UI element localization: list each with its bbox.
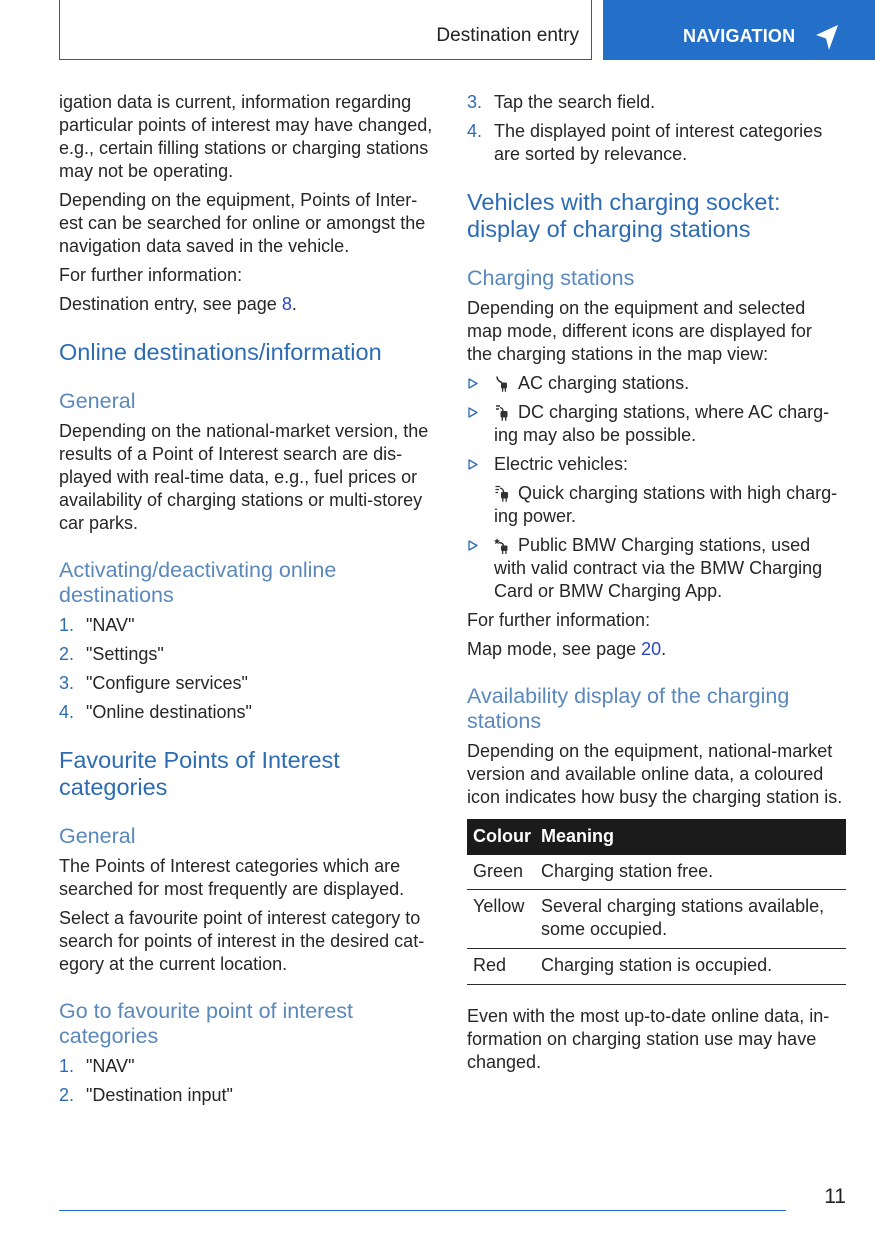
text-line: Depending on the equipment, national-market [467, 741, 833, 761]
step-text: "Configure services" [86, 673, 248, 693]
bullet-triangle-icon [468, 540, 478, 551]
bullet-triangle-icon [468, 407, 478, 418]
section-heading [59, 339, 439, 366]
table-row [467, 949, 846, 985]
section-heading [59, 747, 439, 801]
step-number: 1. [59, 1056, 75, 1076]
text-line: the charging stations in the map view: [467, 344, 769, 364]
paragraph [59, 907, 439, 976]
heading-line: Availability display of the charging [467, 684, 790, 708]
cross-reference-end: . [291, 294, 297, 314]
cross-reference [59, 293, 439, 316]
subsection-heading [59, 558, 439, 608]
text-line: Depending on the equipment, Points of Inter- [59, 190, 418, 210]
text-line: map mode, different icons are displayed for [467, 321, 812, 341]
bullet-line: ing may also be possible. [494, 425, 697, 445]
step-text: "NAV" [86, 615, 135, 635]
bullet-item [467, 372, 847, 395]
page-link[interactable]: 8 [281, 294, 292, 314]
meaning-cell [541, 895, 846, 941]
step-text: "Online destinations" [86, 702, 252, 722]
subsection-heading [59, 389, 439, 414]
quick-charging-icon [494, 485, 510, 503]
step-item [59, 701, 439, 724]
heading-line: Activating/deactivating online [59, 558, 337, 582]
heading-line: destinations [59, 583, 174, 607]
text-line: e.g., certain filling stations or charging stations [59, 138, 429, 158]
step-number: 4. [59, 702, 75, 722]
colour-cell: Green [473, 860, 524, 881]
paragraph [59, 91, 439, 183]
bullet-text: Quick charging stations with high charg- [518, 483, 838, 503]
subsection-heading [467, 266, 847, 291]
step-number: 3. [59, 673, 75, 693]
bullet-triangle-icon [468, 378, 478, 389]
bullet-line: Card or BMW Charging App. [494, 581, 723, 601]
heading-line: Charging stations [467, 266, 635, 290]
paragraph [59, 420, 439, 535]
cell-line: Several charging stations available, [541, 896, 825, 916]
step-item [59, 672, 439, 695]
step-number: 1. [59, 615, 75, 635]
section-title: Destination entry [436, 25, 579, 46]
step-item [467, 91, 847, 114]
step-number: 4. [467, 121, 483, 141]
heading-line: Online destinations/information [59, 339, 382, 365]
cross-reference-text: Destination entry, see page [59, 294, 282, 314]
paragraph [59, 855, 439, 901]
ac-charging-icon [494, 375, 510, 393]
heading-line: General [59, 389, 136, 413]
text-line: formation on charging station use may have [467, 1029, 817, 1049]
step-number: 3. [467, 92, 483, 112]
text-line: Depending on the national-market version, the [59, 421, 429, 441]
heading-line: categories [59, 1024, 159, 1048]
text-line: availability of charging stations or multi-storey [59, 490, 423, 510]
step-item [467, 120, 847, 166]
text-line: version and available online data, a coloured [467, 764, 824, 784]
paragraph [467, 609, 847, 632]
bullet-triangle-icon [468, 459, 478, 470]
heading-line: categories [59, 774, 168, 800]
heading-line: display of charging stations [467, 216, 751, 242]
bullet-text: Public BMW Charging stations, used [518, 535, 811, 555]
bullet-line: with valid contract via the BMW Charging [494, 558, 823, 578]
table-header-row [467, 819, 846, 855]
text-line: The Points of Interest categories which are [59, 856, 401, 876]
chapter-title: NAVIGATION [683, 26, 796, 46]
meaning-cell [541, 954, 846, 977]
step-text: "Destination input" [86, 1085, 233, 1105]
heading-line: Vehicles with charging socket: [467, 189, 781, 215]
heading-line: Go to favourite point of interest [59, 999, 353, 1023]
paragraph [467, 297, 847, 366]
text-line: For further information: [467, 610, 651, 630]
table-row [467, 855, 846, 890]
heading-line: stations [467, 709, 542, 733]
step-text: are sorted by relevance. [494, 144, 688, 164]
colour-cell: Yellow [473, 896, 525, 916]
cell-line: Charging station is occupied. [541, 954, 773, 975]
text-line: igation data is current, information regarding [59, 92, 412, 112]
heading-line: Favourite Points of Interest [59, 747, 340, 773]
subsection-heading [467, 684, 847, 734]
text-line: searched for most frequently are displayed. [59, 879, 405, 899]
section-header [59, 0, 592, 60]
column-header: Colour [473, 826, 531, 846]
column-header: Meaning [541, 826, 615, 846]
step-number: 2. [59, 1085, 75, 1105]
text-line: may not be operating. [59, 161, 234, 181]
cross-reference-end: . [661, 639, 667, 659]
text-line: search for points of interest in the desired cat- [59, 931, 425, 951]
text-line: For further information: [59, 265, 243, 285]
chapter-tab [603, 0, 875, 60]
table-row [467, 890, 846, 949]
bullet-line: Electric vehicles: [494, 454, 629, 474]
bmw-charging-icon [494, 537, 510, 555]
step-text: "NAV" [86, 1056, 135, 1076]
bullet-line [494, 401, 847, 424]
subsection-heading [59, 999, 439, 1049]
paragraph [59, 189, 439, 258]
bullet-item [467, 401, 847, 447]
text-line: egory at the current location. [59, 954, 288, 974]
paragraph [467, 1005, 847, 1074]
text-line: played with real-time data, e.g., fuel prices or [59, 467, 418, 487]
dc-charging-icon [494, 404, 510, 422]
step-text: Tap the search field. [494, 92, 656, 112]
text-line: Select a favourite point of interest category to [59, 908, 421, 928]
cross-reference-line [467, 638, 847, 661]
navigation-arrow-icon [814, 23, 840, 51]
left-column [59, 91, 439, 1107]
paragraph [467, 740, 847, 809]
bullet-item [467, 453, 847, 528]
step-item [59, 1084, 439, 1107]
meaning-cell [541, 860, 846, 883]
bullet-line [494, 534, 847, 557]
bullet-item [467, 534, 847, 603]
step-item [59, 643, 439, 666]
bullet-line [494, 372, 847, 395]
bullet-line [494, 482, 847, 505]
cross-reference [467, 638, 847, 661]
text-line: est can be searched for online or amongst the [59, 213, 426, 233]
text-line: changed. [467, 1052, 542, 1072]
text-line: results of a Point of Interest search are dis- [59, 444, 403, 464]
sub-paragraph [494, 482, 847, 528]
cross-reference-line [59, 293, 439, 316]
section-heading [467, 189, 847, 243]
text-line: navigation data saved in the vehicle. [59, 236, 350, 256]
cell-line: some occupied. [541, 919, 668, 939]
text-line: car parks. [59, 513, 139, 533]
bullet-text: DC charging stations, where AC charg- [518, 402, 830, 422]
text-line: icon indicates how busy the charging station is. [467, 787, 843, 807]
text-line: Depending on the equipment and selected [467, 298, 806, 318]
cell-line: Charging station free. [541, 860, 714, 881]
text-line: particular points of interest may have changed, [59, 115, 433, 135]
text-line: Even with the most up-to-date online data, in- [467, 1006, 830, 1026]
page-number: 11 [824, 1185, 846, 1208]
availability-table [467, 819, 846, 985]
step-item [59, 614, 439, 637]
bullet-line: ing power. [494, 506, 577, 526]
step-text: "Settings" [86, 644, 164, 664]
subsection-heading [59, 824, 439, 849]
right-column [467, 91, 847, 1074]
paragraph [59, 264, 439, 287]
footer-divider [59, 1210, 786, 1211]
step-text: The displayed point of interest categories [494, 121, 823, 141]
page-link[interactable]: 20 [641, 639, 662, 659]
step-number: 2. [59, 644, 75, 664]
colour-cell: Red [473, 954, 507, 975]
step-item [59, 1055, 439, 1078]
bullet-text: AC charging stations. [518, 373, 690, 393]
cross-reference-text: Map mode, see page [467, 639, 642, 659]
heading-line: General [59, 824, 136, 848]
